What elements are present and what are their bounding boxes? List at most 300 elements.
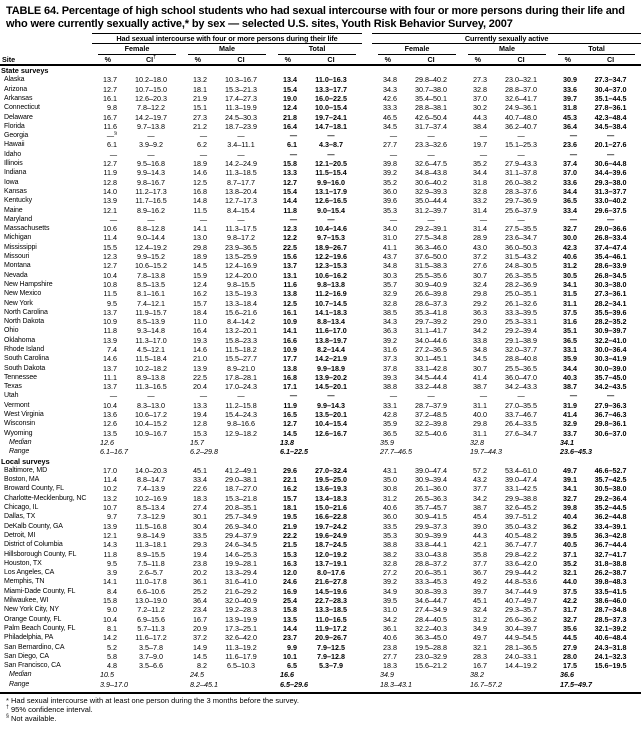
percent-value: 10.2: [103, 484, 117, 494]
ci-value: —: [237, 214, 245, 224]
ci-value: 27.8–36.1: [594, 103, 627, 113]
ci-value: 7.8–12.2: [137, 103, 165, 113]
ci-value: 38.6–46.0: [594, 596, 627, 606]
percent-value: —: [479, 131, 488, 141]
ci-value: 15.0–21.6: [315, 503, 347, 513]
summary-value: 34.9: [380, 670, 395, 680]
ci-value: 31.6–41.0: [225, 577, 257, 587]
ci-value: 9.9–14.3: [137, 168, 165, 178]
ci-value: 25.5–35.6: [415, 270, 448, 280]
ci-value: 29.2–36.4: [594, 493, 627, 503]
percent-value: 9.8: [107, 103, 117, 113]
percent-value: 31.7: [563, 605, 578, 615]
site-label: West Virginia: [4, 411, 44, 419]
percent-value: 12.5: [283, 298, 297, 308]
percent-value: 13.8: [283, 363, 297, 373]
ci-value: 15.6–21.2: [415, 661, 448, 671]
ci-value: 13.1–17.9: [315, 186, 347, 196]
percent-value: 41.1: [383, 242, 398, 252]
ci-value: 11.5–18.2: [225, 345, 257, 354]
ci-value: 14.7–18.1: [315, 121, 347, 131]
site-label: Houston, TX: [4, 559, 42, 567]
group-gap: [362, 512, 372, 521]
site-label: San Diego, CA: [4, 652, 50, 660]
table-row: [0, 187, 641, 196]
percent-value: 29.0: [473, 317, 488, 327]
ci-value: —: [517, 149, 525, 159]
percent-value: 16.7: [473, 661, 488, 671]
ci-value: 27.4–34.9: [415, 605, 448, 615]
group-gap: [362, 410, 372, 419]
site-label: South Dakota: [4, 364, 46, 372]
percent-value: 10.6: [103, 224, 117, 234]
ci-value: 32.6–42.0: [225, 633, 257, 643]
percent-value: 17.0: [103, 465, 117, 475]
ci-value: 3.9–9.2: [139, 140, 163, 150]
percent-value: 37.2: [473, 252, 488, 262]
ci-value: 30.0–36.4: [594, 345, 627, 354]
ci-value: 15.3–21.3: [225, 84, 257, 94]
ci-value: 8.9–21.0: [227, 363, 255, 373]
section-header-row: [0, 457, 641, 466]
table-row: [0, 196, 641, 205]
percent-value: 13.8: [283, 289, 297, 299]
percent-value: 11.8: [103, 326, 117, 336]
ci-value: 11.9–15.7: [135, 307, 167, 317]
ci-column-header: CI: [490, 55, 552, 65]
table-row: [0, 261, 641, 270]
percent-value: 18.1: [283, 503, 297, 513]
ci-value: 12.1–20.5: [315, 159, 347, 169]
ci-value: 32.7–41.7: [594, 549, 627, 559]
ci-value: —: [237, 391, 245, 401]
group-gap: [362, 382, 372, 391]
ci-value: 11.0–16.3: [315, 75, 347, 85]
ci-value: 13.5–20.1: [315, 410, 347, 420]
ci-value: 34.8–43.8: [415, 168, 448, 178]
table-row: [0, 159, 641, 168]
column-header-row: [0, 55, 641, 65]
percent-value: 5.2: [107, 642, 117, 652]
summary-value: 16.6: [280, 670, 294, 680]
table-row: [0, 345, 641, 354]
percent-value: 35.2: [473, 159, 488, 169]
ci-value: 34.4–39.6: [594, 168, 627, 178]
percent-value: 12.8: [193, 419, 207, 429]
percent-value: 27.7: [383, 651, 398, 661]
ci-value: 33.0–43.8: [415, 549, 448, 559]
ci-value: 27.0–32.4: [315, 465, 347, 475]
percent-value: 31.0: [383, 233, 398, 243]
ci-value: 26.6–39.8: [415, 289, 448, 299]
percent-value: —: [569, 391, 578, 401]
group-gap: [362, 364, 372, 373]
percent-value: 32.8: [383, 298, 398, 308]
percent-value: 36.7: [473, 568, 488, 578]
percent-value: 31.1: [473, 428, 488, 438]
site-label: New Mexico: [4, 290, 42, 298]
ci-value: 36.7–46.3: [594, 410, 627, 420]
ci-value: 12.6–16.7: [315, 428, 347, 438]
ci-value: 26.2–38.7: [594, 568, 627, 578]
site-label: North Dakota: [4, 318, 45, 326]
ci-value: 26.4–33.5: [505, 419, 538, 429]
percent-value: 35.7: [383, 279, 398, 289]
percent-value: 31.8: [473, 177, 488, 187]
ci-value: 29.3–35.7: [505, 605, 538, 615]
percent-value: 37.0: [563, 168, 578, 178]
footnote: * Had sexual intercourse with at least one person during the 3 months before the survey.: [6, 695, 299, 705]
table-row: [0, 550, 641, 559]
ci-value: —: [237, 131, 245, 141]
group-header-row: [0, 34, 641, 44]
ci-value: 32.6–47.5: [415, 159, 448, 169]
ci-value: 12.4–19.2: [135, 242, 167, 252]
percent-value: 38.2: [383, 549, 398, 559]
percent-value: 7.4: [107, 345, 117, 354]
percent-value: 35.9: [383, 419, 398, 429]
group-gap: [362, 140, 372, 149]
ci-value: 39.0–47.4: [505, 475, 538, 485]
summary-row: [0, 447, 641, 456]
percent-value: 20.9: [193, 623, 207, 633]
table-row: [0, 391, 641, 400]
percent-value: 38.5: [383, 307, 398, 317]
ci-value: —: [147, 131, 155, 141]
table-row: [0, 252, 641, 261]
not-available-marker: §: [114, 131, 117, 137]
ci-value: 35.4–46.1: [594, 252, 627, 262]
percent-value: 38.8: [383, 382, 398, 392]
ci-value: 28.5–37.3: [594, 614, 627, 624]
ci-value: 3.4–11.1: [227, 140, 255, 150]
ci-value: 23.0–32.1: [505, 75, 538, 85]
site-label: Chicago, IL: [4, 504, 39, 512]
percent-value: 34.4: [563, 363, 578, 373]
percent-value: 15.6: [283, 252, 297, 262]
ci-value: 12.7–17.3: [225, 196, 257, 206]
percent-value: 31.0: [383, 605, 398, 615]
table-row: [0, 206, 641, 215]
percent-value: 22.5: [193, 372, 207, 382]
percent-value: 32.7: [563, 614, 578, 624]
ci-value: 28.8–37.0: [505, 84, 538, 94]
percent-value: —: [479, 149, 488, 159]
ci-value: 28.7–37.9: [415, 400, 448, 410]
subgroup-female: Female: [92, 44, 182, 55]
ci-value: 11.5–16.8: [135, 521, 167, 531]
pct-column-header: %: [462, 55, 490, 65]
percent-value: 5.8: [107, 651, 117, 661]
percent-value: 34.1: [563, 484, 578, 494]
percent-value: 36.5: [563, 335, 578, 345]
site-label: Indiana: [4, 169, 27, 177]
percent-value: 16.8: [283, 372, 297, 382]
percent-value: 15.7: [283, 493, 297, 503]
ci-value: 34.5–44.4: [415, 372, 448, 382]
percent-value: 22.6: [193, 484, 207, 494]
percent-value: 13.9: [103, 196, 117, 206]
site-label: Maryland: [4, 215, 32, 223]
percent-value: 35.9: [563, 354, 578, 364]
percent-value: 18.3: [193, 493, 207, 503]
percent-value: 12.3: [283, 224, 297, 234]
site-label: Palm Beach County, FL: [4, 624, 76, 632]
percent-value: 16.7: [103, 112, 117, 122]
percent-value: 14.1: [193, 224, 207, 234]
ci-value: 35.0–44.4: [415, 196, 448, 206]
percent-value: 33.7: [563, 428, 578, 438]
ci-value: 18.7–23.9: [225, 121, 257, 131]
percent-value: —: [289, 131, 297, 141]
ci-value: 40.7–49.7: [505, 596, 538, 606]
site-label: Massachusetts: [4, 225, 50, 233]
ci-value: 15.1–25.3: [505, 140, 538, 150]
ci-value: 7.3–12.9: [137, 512, 165, 522]
percent-value: 14.9: [193, 642, 207, 652]
table-row: [0, 373, 641, 382]
ci-value: 13.6–19.3: [315, 484, 347, 494]
percent-value: 39.8: [563, 503, 578, 513]
group-gap: [362, 466, 372, 475]
site-label: Illinois: [4, 160, 23, 168]
ci-value: 20.6–35.1: [415, 568, 448, 578]
percent-value: 6.1: [287, 140, 297, 150]
percent-value: 35.3: [383, 205, 398, 215]
percent-value: 23.6: [563, 140, 578, 150]
group-gap: [362, 652, 372, 661]
table-row: [0, 633, 641, 642]
percent-value: 19.3: [193, 335, 207, 345]
site-label: Arizona: [4, 85, 28, 93]
percent-value: 27.3: [193, 112, 207, 122]
percent-value: 40.6: [563, 252, 578, 262]
percent-value: 10.4: [103, 614, 117, 624]
ci-value: 13.5–19.3: [225, 289, 257, 299]
table-row: [0, 475, 641, 484]
site-label: Idaho: [4, 150, 22, 158]
footnote-marker: *: [6, 695, 9, 705]
ci-value: —: [427, 131, 435, 141]
ci-value: 27.3–36.1: [594, 289, 627, 299]
ci-value: 33.2–44.8: [415, 382, 448, 392]
site-label: Kentucky: [4, 197, 32, 205]
percent-value: 13.7: [103, 75, 117, 85]
ci-value: 11.6–17.0: [315, 326, 347, 336]
ci-value: 33.0–40.2: [594, 196, 627, 206]
site-label: San Bernardino, CA: [4, 643, 65, 651]
ci-value: 30.9–39.4: [415, 475, 448, 485]
percent-value: 19.0: [283, 93, 297, 103]
percent-value: 15.7: [193, 298, 207, 308]
percent-value: 16.1: [283, 307, 297, 317]
percent-value: 16.4: [193, 326, 207, 336]
percent-value: 15.9: [193, 270, 207, 280]
percent-value: 15.8: [283, 159, 297, 169]
percent-value: 33.8: [473, 335, 488, 345]
table-row: [0, 615, 641, 624]
ci-value: 15.6–21.6: [225, 307, 257, 317]
ci-value: 19.5–28.8: [415, 642, 448, 652]
ci-value: 19.7–24.1: [315, 112, 347, 122]
percent-value: 37.5: [563, 307, 578, 317]
group-gap: [362, 540, 372, 549]
ci-value: 36.0–47.0: [505, 372, 538, 382]
percent-value: 6.1: [107, 140, 117, 150]
table-row: [0, 466, 641, 475]
ci-value: 26.1–36.0: [415, 484, 448, 494]
table-row: [0, 410, 641, 419]
ci-value: 14.1–18.3: [315, 307, 347, 317]
ci-value: 28.6–33.9: [594, 261, 627, 271]
percent-value: 18.9: [193, 159, 207, 169]
percent-value: 21.8: [283, 112, 297, 122]
ci-value: —: [427, 214, 435, 224]
percent-value: 11.4: [103, 233, 117, 243]
group-gap: [362, 336, 372, 345]
percent-value: 34.4: [473, 168, 488, 178]
percent-value: 34.3: [383, 317, 398, 327]
percent-value: 14.1: [103, 577, 117, 587]
percent-value: 31.4: [473, 224, 488, 234]
subgroup-total: Total: [552, 44, 641, 55]
ci-value: 27.6–34.7: [505, 428, 538, 438]
ci-value: —: [147, 391, 155, 401]
percent-value: 13.0: [193, 233, 207, 243]
ci-value: —: [427, 391, 435, 401]
group-gap: [362, 531, 372, 540]
ci-value: 9.8–13.8: [317, 279, 345, 289]
table-row: [0, 503, 641, 512]
ci-value: 5.3–7.9: [319, 661, 343, 671]
ci-value: 9.9–16.0: [317, 177, 345, 187]
percent-value: 13.2: [193, 75, 207, 85]
percent-value: 32.4: [473, 279, 488, 289]
percent-value: 13.9: [193, 363, 207, 373]
site-label: Missouri: [4, 253, 30, 261]
ci-value: 10.4–15.2: [135, 419, 167, 429]
table-row: [0, 336, 641, 345]
site-column-header: Site: [0, 55, 92, 65]
footnote: † 95% confidence interval.: [6, 704, 93, 715]
summary-value: 10.5: [100, 670, 114, 680]
ci-value: 18.9–26.7: [315, 242, 347, 252]
percent-value: 33.6: [563, 84, 578, 94]
summary-value: 24.5: [190, 670, 204, 680]
percent-value: 12.1: [103, 205, 117, 215]
percent-value: 12.7: [103, 261, 117, 271]
ci-value: 31.2–39.7: [415, 205, 448, 215]
ci-value: 53.4–61.0: [505, 465, 538, 475]
percent-value: 16.5: [283, 410, 297, 420]
ci-value: 25.0–35.1: [505, 289, 538, 299]
group-gap: [362, 596, 372, 605]
group-gap: [362, 587, 372, 596]
percent-value: 30.4: [193, 521, 207, 531]
ci-value: 4.5–12.1: [137, 345, 165, 354]
percent-value: 31.8: [563, 103, 578, 113]
percent-value: 10.1: [283, 651, 297, 661]
site-label: DeKalb County, GA: [4, 522, 63, 530]
percent-value: 45.4: [473, 512, 488, 522]
percent-value: 36.3: [383, 326, 398, 336]
table-row: [0, 85, 641, 94]
percent-value: 10.9: [103, 317, 117, 327]
percent-value: 36.2: [563, 521, 578, 531]
percent-value: 38.4: [473, 121, 488, 131]
pct-column-header: %: [552, 55, 580, 65]
table-row: [0, 494, 641, 503]
ci-value: 12.6–16.5: [315, 196, 347, 206]
ci-value: 32.1–39.2: [594, 623, 627, 633]
site-label: Utah: [4, 392, 19, 400]
ci-value: 8.8–13.4: [317, 317, 345, 327]
percent-value: 17.1: [283, 382, 297, 392]
percent-value: 35.0: [383, 475, 398, 485]
summary-value: 38.2: [470, 670, 485, 680]
footnote-marker: §: [6, 713, 9, 720]
percent-value: 30.8: [383, 484, 398, 494]
percent-value: 14.5: [283, 428, 297, 438]
table-row: [0, 233, 641, 242]
group-gap: [362, 661, 372, 670]
ci-value: 32.0–37.7: [505, 345, 538, 354]
ci-value: 21.6–27.8: [315, 577, 347, 587]
percent-value: 32.8: [473, 186, 488, 196]
ci-value: 12.0–19.2: [315, 549, 347, 559]
percent-value: —: [109, 149, 117, 159]
percent-value: 36.0: [383, 512, 398, 522]
ci-value: 33.4–39.1: [594, 521, 627, 531]
ci-value: —: [237, 149, 245, 159]
ci-value: —: [147, 214, 155, 224]
ci-value: 13.9–20.2: [315, 372, 347, 382]
ci-value: 31.5–43.2: [505, 252, 538, 262]
table-row: [0, 122, 641, 131]
ci-value: 8.3–13.0: [137, 400, 165, 410]
ci-value: 33.3–45.3: [415, 577, 448, 587]
ci-value: 11.3–18.5: [225, 168, 257, 178]
ci-value: 11.7–16.5: [135, 196, 167, 206]
table-row: [0, 131, 641, 140]
percent-value: 13.9: [103, 521, 117, 531]
percent-value: 38.7: [473, 382, 488, 392]
percent-value: 44.0: [563, 577, 578, 587]
percent-value: —: [289, 214, 297, 224]
group-gap: [362, 243, 372, 252]
group-gap: [362, 550, 372, 559]
percent-value: 35.8: [473, 549, 488, 559]
percent-value: 39.2: [383, 335, 398, 345]
percent-value: 40.6: [383, 503, 398, 513]
percent-value: —: [199, 391, 207, 401]
ci-value: 20.8–35.1: [225, 503, 257, 513]
percent-value: 11.0: [193, 317, 207, 327]
ci-value: 10.2–18.0: [135, 75, 167, 85]
percent-value: 13.7: [103, 307, 117, 317]
ci-value: 9.9–14.3: [317, 400, 345, 410]
ci-value: 26.6–36.2: [505, 614, 538, 624]
table-row: [0, 317, 641, 326]
percent-value: 16.3: [283, 558, 297, 568]
group-gap: [362, 615, 372, 624]
table-row: [0, 364, 641, 373]
ci-value: 9.8–14.9: [137, 530, 165, 540]
ci-value: 20.9–26.7: [315, 633, 347, 643]
percent-value: 19.5: [283, 512, 297, 522]
percent-value: —: [109, 214, 117, 224]
summary-label: Median: [9, 438, 32, 446]
